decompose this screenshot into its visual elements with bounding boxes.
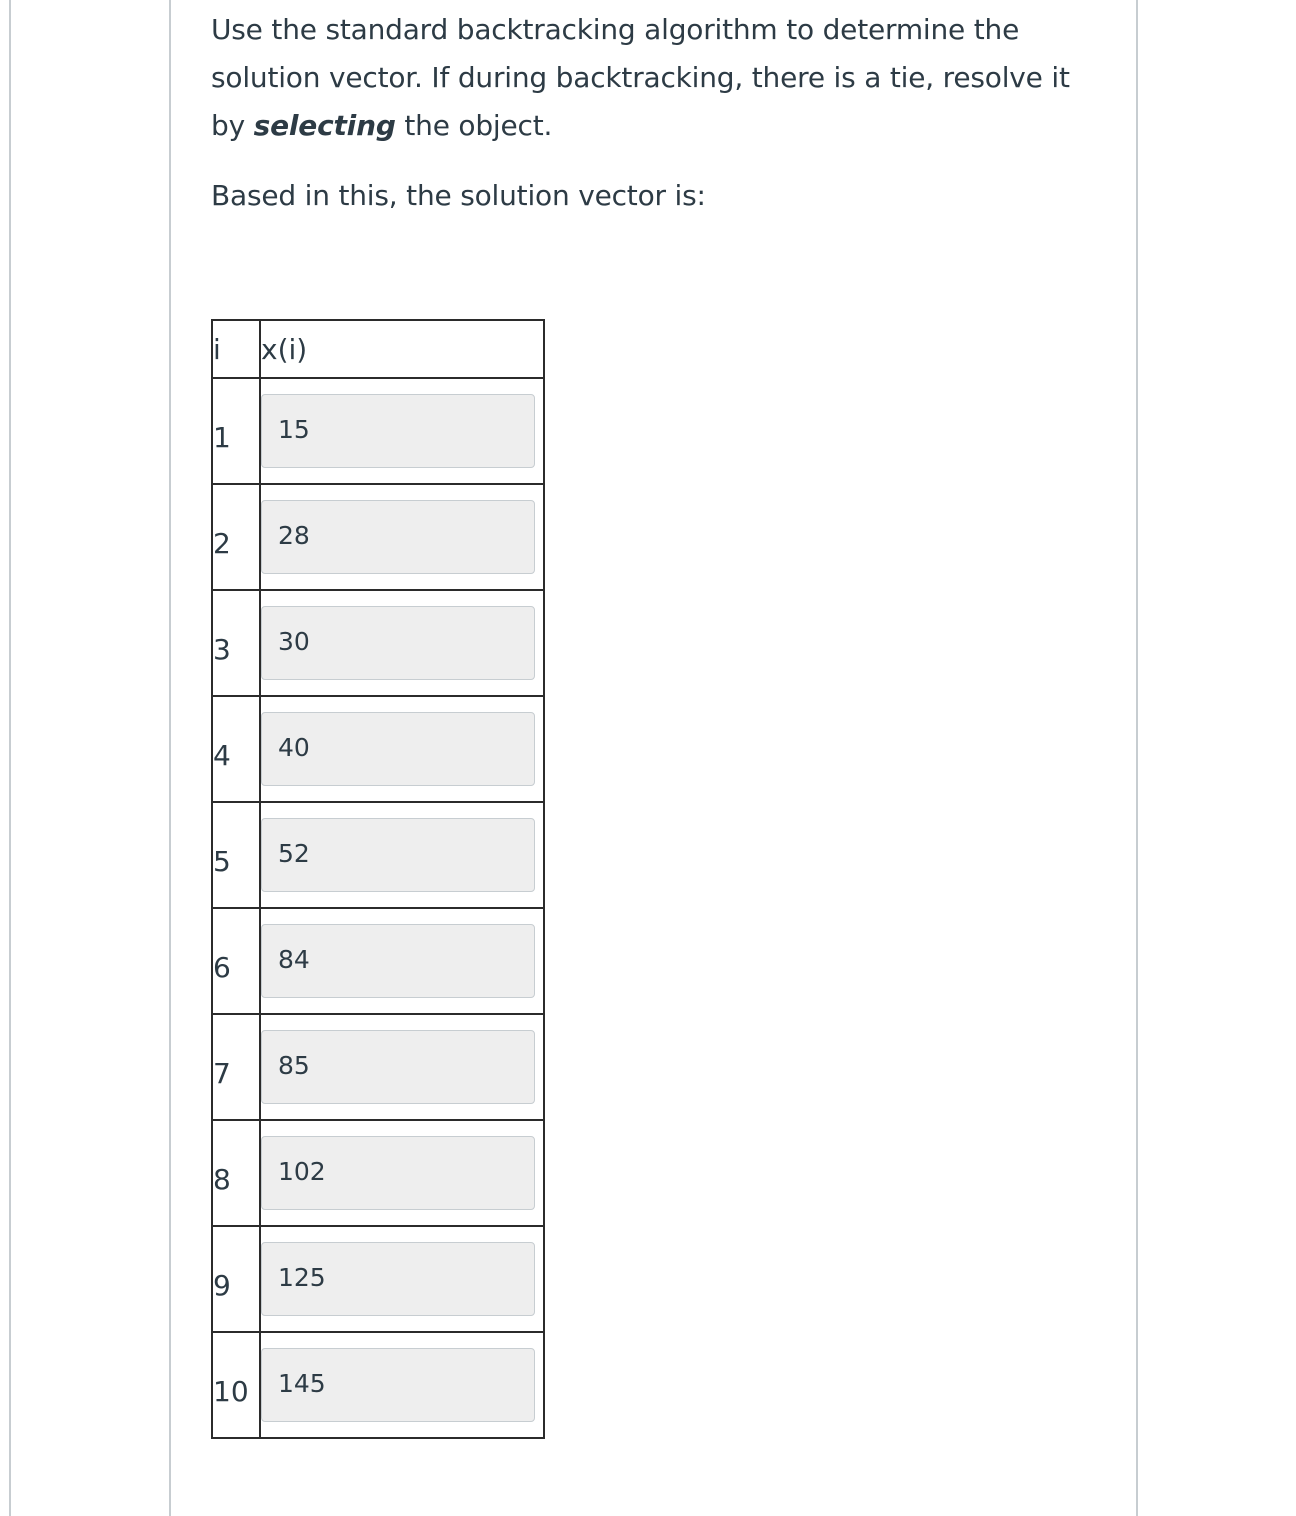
row-index — [212, 1332, 260, 1438]
header-i: i — [212, 320, 260, 378]
table-header-row — [212, 320, 544, 378]
answer-cell — [260, 1332, 544, 1438]
table-row — [212, 1120, 544, 1226]
instructions-suffix: the object. — [395, 109, 553, 142]
row-index-label: 4 — [213, 738, 231, 772]
answer-field[interactable]: 145 — [261, 1348, 535, 1422]
row-index — [212, 1014, 260, 1120]
row-index — [212, 378, 260, 484]
row-index-label: 1 — [213, 420, 231, 454]
question-text — [211, 6, 1111, 220]
question-prompt: Based in this, the solution vector is: — [211, 179, 706, 212]
table-row — [212, 696, 544, 802]
answer-field[interactable]: 125 — [261, 1242, 535, 1316]
row-index — [212, 590, 260, 696]
row-index-label: 8 — [213, 1162, 231, 1196]
answer-cell — [260, 590, 544, 696]
table-row — [212, 908, 544, 1014]
answer-cell — [260, 378, 544, 484]
answer-field[interactable]: 85 — [261, 1030, 535, 1104]
content-left-border — [169, 0, 171, 1516]
row-index-label: 2 — [213, 526, 231, 560]
row-index — [212, 1120, 260, 1226]
table-row — [212, 378, 544, 484]
row-index — [212, 1226, 260, 1332]
answer-cell — [260, 1014, 544, 1120]
table-row — [212, 1332, 544, 1438]
answer-cell — [260, 696, 544, 802]
answer-field[interactable]: 28 — [261, 500, 535, 574]
row-index-label: 5 — [213, 844, 231, 878]
answer-cell — [260, 484, 544, 590]
content-right-border — [1136, 0, 1138, 1516]
row-index-label: 10 — [213, 1374, 249, 1408]
row-index — [212, 696, 260, 802]
answer-field[interactable]: 102 — [261, 1136, 535, 1210]
answer-cell — [260, 908, 544, 1014]
table-row — [212, 590, 544, 696]
row-index-label: 3 — [213, 632, 231, 666]
answer-field[interactable]: 30 — [261, 606, 535, 680]
row-index-label: 7 — [213, 1056, 231, 1090]
row-index-label: 6 — [213, 950, 231, 984]
question-instructions — [211, 6, 1111, 150]
answer-field[interactable]: 40 — [261, 712, 535, 786]
table-row — [212, 802, 544, 908]
answer-field[interactable]: 84 — [261, 924, 535, 998]
header-x: x(i) — [260, 320, 544, 378]
answer-cell — [260, 1226, 544, 1332]
instructions-prefix: Use the standard backtracking algorithm to determine the solution vector. If during backtracking, there is a tie, resolve it by — [211, 13, 1070, 142]
solution-vector-table — [211, 319, 545, 1439]
row-index — [212, 908, 260, 1014]
answer-field[interactable]: 52 — [261, 818, 535, 892]
table-row — [212, 1014, 544, 1120]
row-index-label: 9 — [213, 1268, 231, 1302]
table-row — [212, 484, 544, 590]
instructions-emphasis: selecting — [253, 109, 396, 142]
row-index — [212, 484, 260, 590]
answer-cell — [260, 802, 544, 908]
answer-cell — [260, 1120, 544, 1226]
row-index — [212, 802, 260, 908]
table-row — [212, 1226, 544, 1332]
left-border-line — [9, 0, 11, 1516]
answer-field[interactable]: 15 — [261, 394, 535, 468]
